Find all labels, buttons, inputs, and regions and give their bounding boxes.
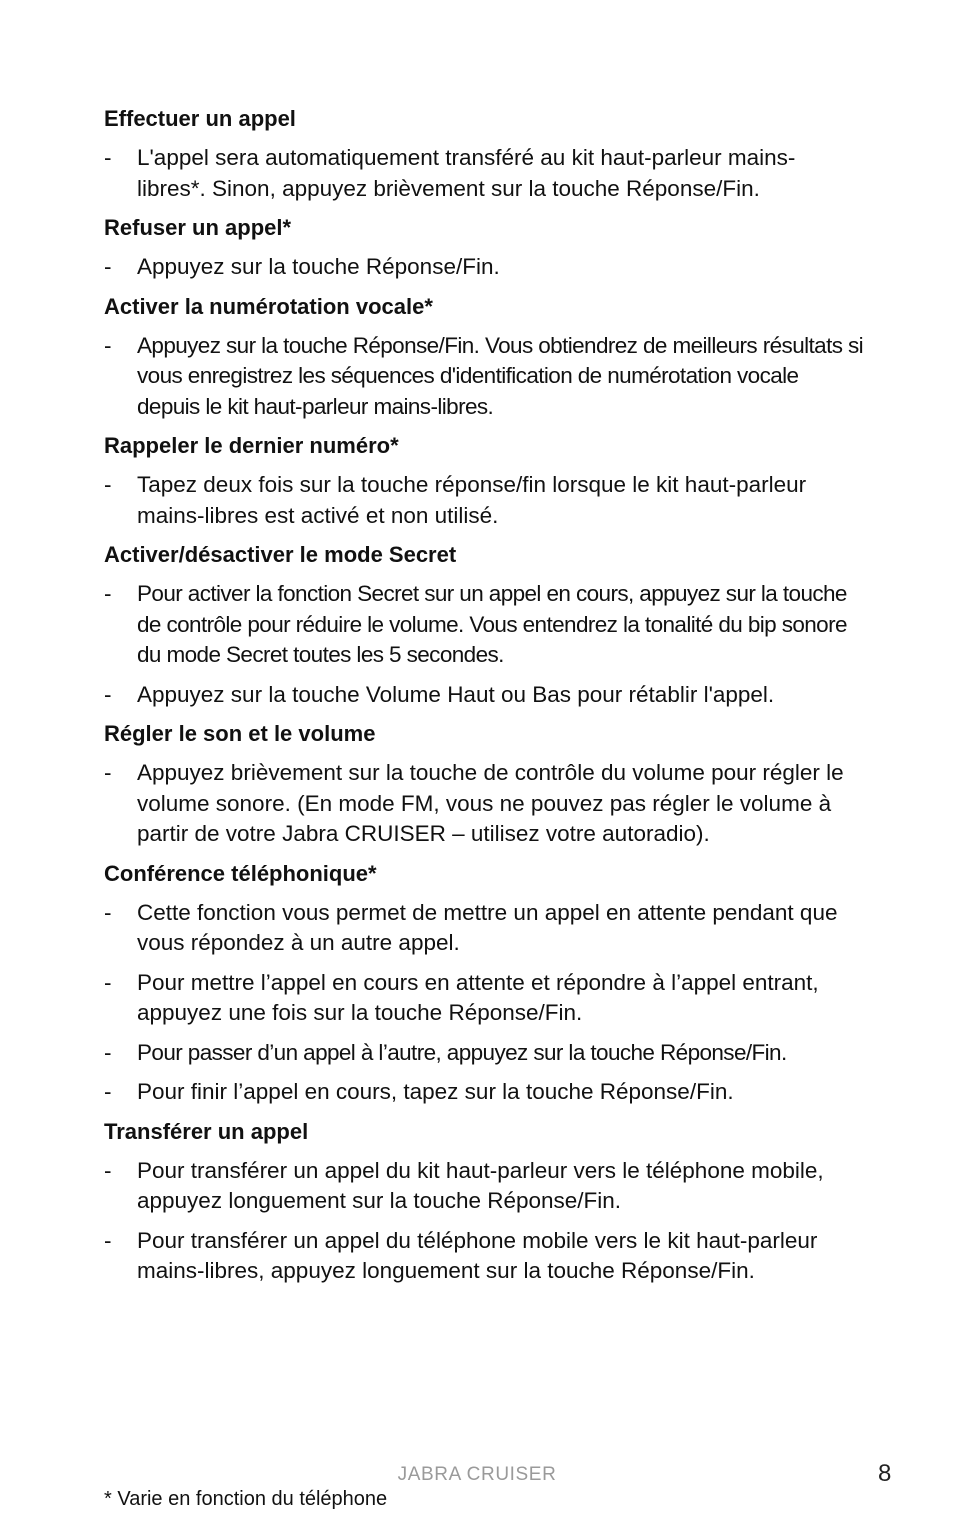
list-item-text: Appuyez sur la touche Volume Haut ou Bas pour rétablir l'appel. <box>137 681 775 707</box>
section-transferer-un-appel <box>104 1117 864 1287</box>
list-item-text: Pour activer la fonction Secret sur un appel en cours, appuyez sur la touche de contrôle pour réduire le volume. Vous entendrez la tonalité du bip sonore du mode Secret toutes les 5 secondes. <box>137 581 847 667</box>
bullet-dash: - <box>104 581 112 606</box>
section-numerotation-vocale <box>104 292 864 423</box>
section-title: Refuser un appel* <box>104 215 292 240</box>
list-item <box>104 252 864 283</box>
bullet-dash: - <box>104 1079 112 1104</box>
list-item <box>104 143 864 204</box>
bullet-dash: - <box>104 472 112 497</box>
list-item-text: Appuyez brièvement sur la touche de contrôle du volume pour régler le volume sonore. (En mode FM, vous ne pouvez pas régler le volume à partir de votre Jabra CRUISER – utilisez votre autoradio). <box>137 760 844 846</box>
document-body <box>104 104 864 1296</box>
section-title: Régler le son et le volume <box>104 721 376 746</box>
section-title: Activer la numérotation vocale* <box>104 293 433 319</box>
section-title: Conférence téléphonique* <box>104 860 377 886</box>
page-number: 8 <box>878 1460 892 1487</box>
list-item <box>104 579 864 671</box>
section-title: Rappeler le dernier numéro* <box>104 433 399 458</box>
bullet-dash: - <box>104 899 112 925</box>
bullet-dash: - <box>104 760 112 785</box>
list-item-text: Cette fonction vous permet de mettre un appel en attente pendant que vous répondez à un autre appel. <box>137 899 838 955</box>
section-title: Transférer un appel <box>104 1118 309 1144</box>
bullet-dash: - <box>104 969 112 995</box>
list-item <box>104 968 864 1029</box>
section-son-et-volume <box>104 719 864 850</box>
list-item-text: Tapez deux fois sur la touche réponse/fin lorsque le kit haut-parleur mains-libres est activé et non utilisé. <box>137 472 807 528</box>
list-item <box>104 1226 864 1287</box>
list-item-text: Pour finir l’appel en cours, tapez sur la touche Réponse/Fin. <box>137 1079 734 1104</box>
list-item-text: Pour passer d’un appel à l’autre, appuyez sur la touche Réponse/Fin. <box>137 1039 787 1065</box>
section-title: Activer/désactiver le mode Secret <box>104 542 457 567</box>
bullet-dash: - <box>104 254 112 279</box>
list-item-text: Pour transférer un appel du kit haut-parleur vers le téléphone mobile, appuyez longuement sur la touche Réponse/Fin. <box>137 1157 824 1213</box>
bullet-dash: - <box>104 681 112 707</box>
list-item-text: Pour transférer un appel du téléphone mobile vers le kit haut-parleur mains-libres, appuyez longuement sur la touche Réponse/Fin. <box>137 1227 818 1283</box>
bullet-dash: - <box>104 1157 112 1183</box>
section-refuser-un-appel <box>104 213 864 283</box>
list-item <box>104 331 864 423</box>
list-item-text: L'appel sera automatiquement transféré au kit haut-parleur mains-libres*. Sinon, appuyez brièvement sur la touche Réponse/Fin. <box>137 145 796 201</box>
list-item <box>104 1156 864 1217</box>
list-item-text: Pour mettre l’appel en cours en attente et répondre à l’appel entrant, appuyez une fois sur la touche Réponse/Fin. <box>137 969 819 1025</box>
footnote: * Varie en fonction du téléphone <box>104 1488 388 1510</box>
section-title: Effectuer un appel <box>104 106 296 131</box>
bullet-dash: - <box>104 1227 112 1253</box>
list-item <box>104 680 864 711</box>
footer-brand: JABRA CRUISER <box>397 1464 557 1485</box>
list-item <box>104 1038 864 1069</box>
section-effectuer-un-appel <box>104 104 864 204</box>
list-item <box>104 898 864 959</box>
bullet-dash: - <box>104 1039 112 1065</box>
list-item-text: Appuyez sur la touche Réponse/Fin. Vous obtiendrez de meilleurs résultats si vous enregistrez les séquences d'identification de numérotation vocale depuis le kit haut-parleur mains-libres. <box>137 332 864 419</box>
list-item-text: Appuyez sur la touche Réponse/Fin. <box>137 254 500 279</box>
list-item <box>104 1077 864 1108</box>
section-mode-secret <box>104 540 864 710</box>
section-conference-telephonique <box>104 859 864 1108</box>
bullet-dash: - <box>104 145 112 170</box>
section-rappeler-dernier-numero <box>104 431 864 531</box>
list-item <box>104 470 864 531</box>
list-item <box>104 758 864 850</box>
bullet-dash: - <box>104 332 112 358</box>
